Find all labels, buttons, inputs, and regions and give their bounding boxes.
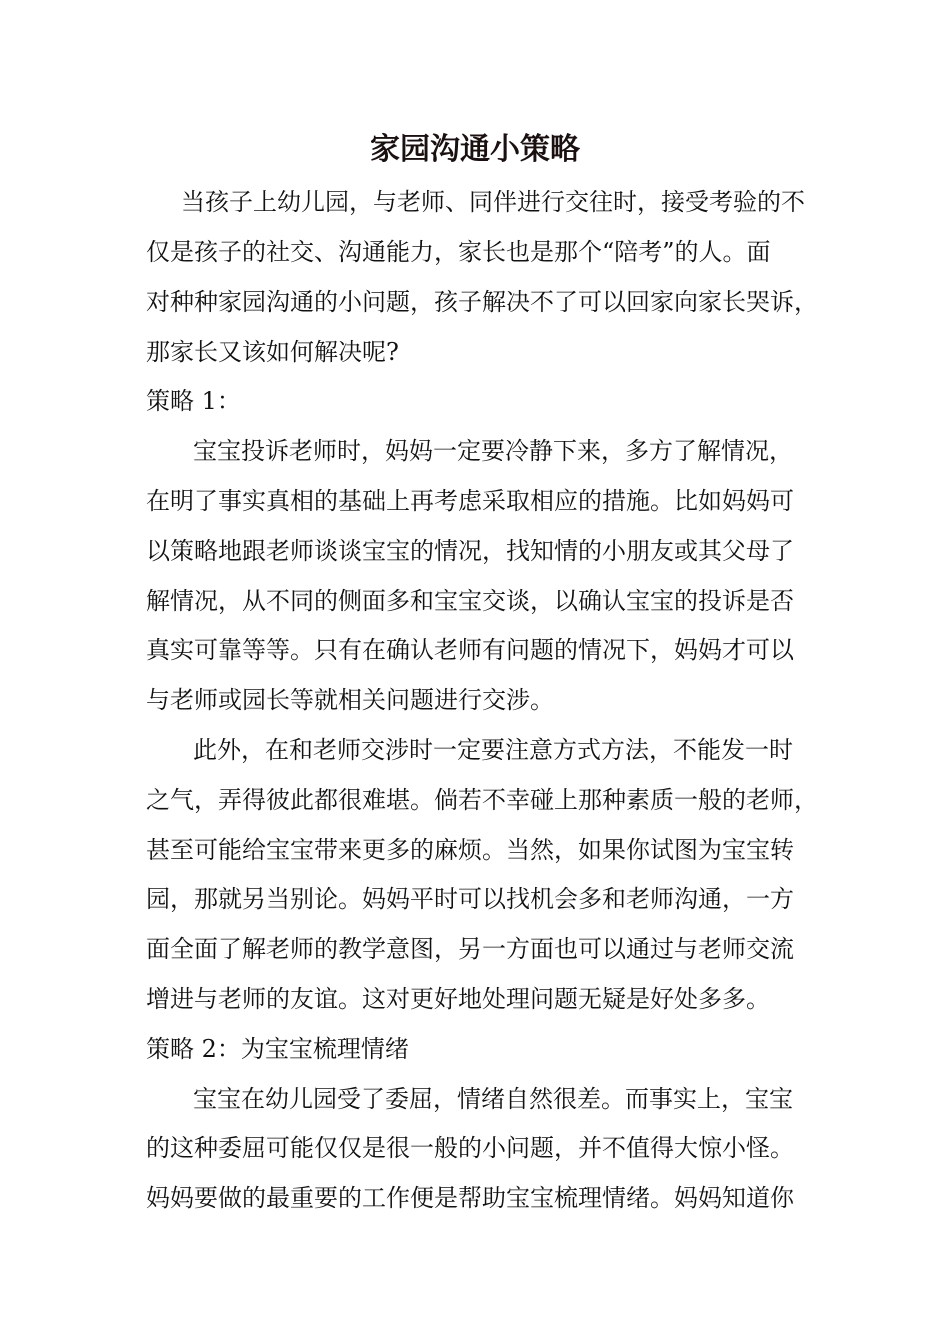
paragraph-line: 对种种家园沟通的小问题，孩子解决不了可以回家向家长哭诉， bbox=[146, 288, 818, 316]
paragraph-line: 当孩子上幼儿园，与老师、同伴进行交往时，接受考验的不 bbox=[181, 188, 805, 216]
paragraph-line: 在明了事实真相的基础上再考虑采取相应的措施。比如妈妈可 bbox=[146, 487, 794, 515]
paragraph-line: 宝宝在幼儿园受了委屈，情绪自然很差。而事实上，宝宝 bbox=[193, 1085, 793, 1113]
paragraph-line: 之气，弄得彼此都很难堪。倘若不幸碰上那种素质一般的老师， bbox=[146, 786, 818, 814]
section-heading: 策略 2：为宝宝梳理情绪 bbox=[146, 1035, 409, 1063]
paragraph-line: 那家长又该如何解决呢? bbox=[146, 338, 399, 366]
paragraph-line: 此外，在和老师交涉时一定要注意方式方法，不能发一时 bbox=[193, 736, 793, 764]
paragraph-line: 增进与老师的友谊。这对更好地处理问题无疑是好处多多。 bbox=[146, 985, 770, 1013]
paragraph-line: 面全面了解老师的教学意图，另一方面也可以通过与老师交流 bbox=[146, 935, 794, 963]
paragraph-line: 解情况，从不同的侧面多和宝宝交谈，以确认宝宝的投诉是否 bbox=[146, 587, 794, 615]
paragraph-line: 宝宝投诉老师时，妈妈一定要冷静下来，多方了解情况， bbox=[193, 437, 793, 465]
paragraph-line: 的这种委屈可能仅仅是很一般的小问题，并不值得大惊小怪。 bbox=[146, 1134, 794, 1162]
paragraph-line: 仅是孩子的社交、沟通能力，家长也是那个“陪考”的人。面 bbox=[146, 238, 771, 266]
paragraph-line: 真实可靠等等。只有在确认老师有问题的情况下，妈妈才可以 bbox=[146, 636, 794, 664]
paragraph-line: 以策略地跟老师谈谈宝宝的情况，找知情的小朋友或其父母了 bbox=[146, 537, 794, 565]
paragraph-line: 园，那就另当别论。妈妈平时可以找机会多和老师沟通，一方 bbox=[146, 885, 794, 913]
paragraph-line: 妈妈要做的最重要的工作便是帮助宝宝梳理情绪。妈妈知道你 bbox=[146, 1184, 794, 1212]
paragraph-line: 甚至可能给宝宝带来更多的麻烦。当然，如果你试图为宝宝转 bbox=[146, 836, 794, 864]
section-heading: 策略 1： bbox=[146, 387, 241, 415]
paragraph-line: 与老师或园长等就相关问题进行交涉。 bbox=[146, 686, 554, 714]
document-title: 家园沟通小策略 bbox=[370, 132, 580, 167]
